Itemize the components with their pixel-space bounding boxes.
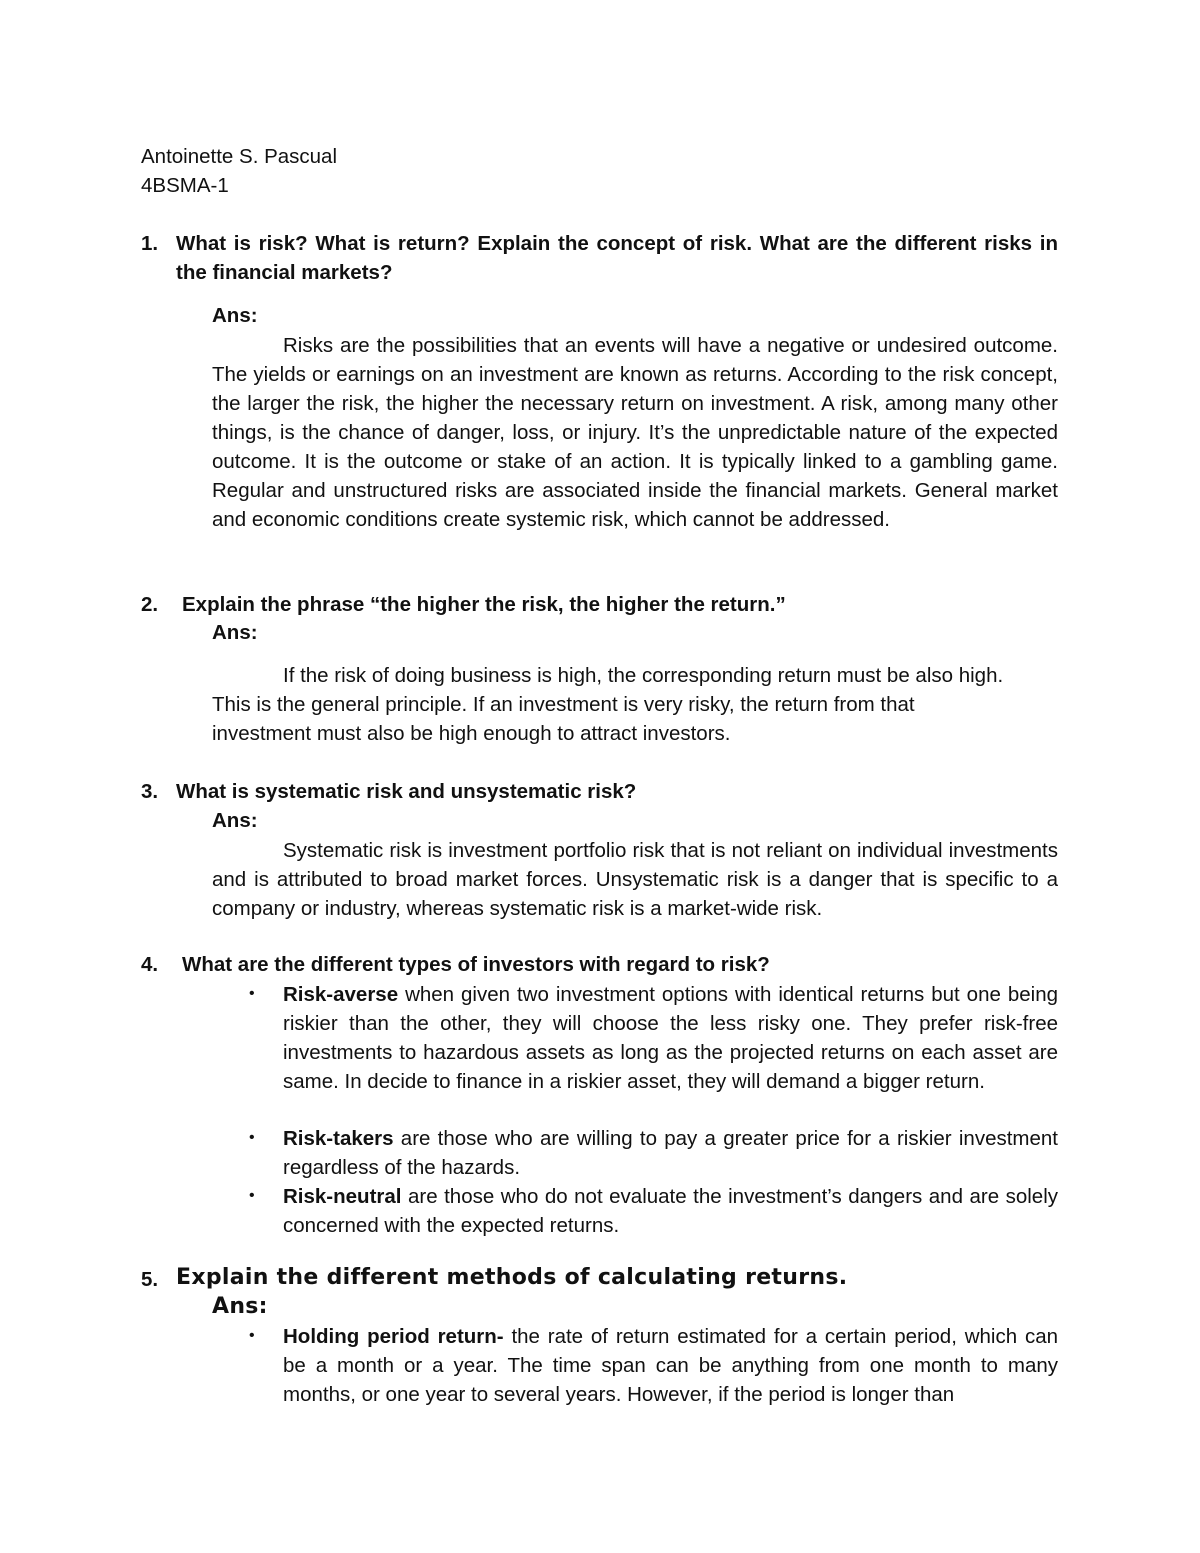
bullet-icon: •	[249, 1187, 255, 1204]
bullet-icon: •	[249, 985, 255, 1002]
question-1-line-1: What is risk? What is return? Explain the concept of risk. What are the different risks in	[176, 232, 1058, 255]
question-number: 4.	[141, 953, 159, 976]
investor-type-description: are those who do not evaluate the investment’s dangers and are solely concerned with the expected returns.	[283, 1185, 1058, 1237]
answer-1-text: Risks are the possibilities that an events will have a negative or undesired outcome. The yields or earnings on an investment are known as returns. According to the risk concept, the larger the risk, the higher the necessary return on investment. A risk, among many other things, is the chance of danger, loss, or injury. It’s the unpredictable nature of the expected outcome. It is the outcome or stake of an action. It is typically linked to a gambling game. Regular and unstructured risks are associated inside the financial markets. General market and economic conditions create systemic risk, which cannot be addressed.	[212, 334, 1058, 531]
investor-type-description: are those who are willing to pay a greater price for a riskier investment regardless of the hazards.	[283, 1127, 1058, 1179]
investor-type-description: when given two investment options with identical returns but one being riskier than the other, they will choose the less risky one. They prefer risk-free investments to hazardous assets as long as the projected returns on each asset are same. In decide to finance in a riskier asset, they will demand a bigger return.	[283, 983, 1058, 1093]
author-name: Antoinette S. Pascual	[141, 145, 338, 168]
investor-type-item	[283, 980, 1058, 1096]
question-number: 5.	[141, 1268, 159, 1291]
question-4-text: What are the different types of investors with regard to risk?	[182, 953, 770, 976]
answer-2-line-3: investment must also be high enough to attract investors.	[212, 722, 731, 745]
answer-label: Ans:	[212, 621, 258, 644]
investor-type-item	[283, 1124, 1058, 1182]
return-method-item	[283, 1322, 1058, 1409]
investor-type-term: Risk-neutral	[283, 1185, 402, 1208]
bullet-icon: •	[249, 1129, 255, 1146]
question-number: 1.	[141, 232, 159, 255]
return-method-description: the rate of return estimated for a certain period, which can be a month or a year. The time span can be anything from one month to many months, or one year to several years. However, if the period is longer than	[283, 1325, 1058, 1406]
question-number: 3.	[141, 780, 159, 803]
return-method-term: Holding period return-	[283, 1325, 504, 1348]
answer-2-line-2: This is the general principle. If an investment is very risky, the return from that	[212, 693, 915, 716]
bullet-icon: •	[249, 1327, 255, 1344]
answer-2-line-1: If the risk of doing business is high, the corresponding return must be also high.	[283, 664, 1004, 687]
question-number: 2.	[141, 593, 159, 616]
investor-type-term: Risk-averse	[283, 983, 399, 1006]
investor-type-item	[283, 1182, 1058, 1240]
answer-3-text: Systematic risk is investment portfolio risk that is not reliant on individual investments and is attributed to broad market forces. Unsystematic risk is a danger that is specific to a company or industry, whereas systematic risk is a market-wide risk.	[212, 839, 1058, 920]
section-code: 4BSMA-1	[141, 174, 229, 197]
question-3-text: What is systematic risk and unsystematic risk?	[176, 780, 637, 803]
question-1-line-2: the financial markets?	[176, 261, 393, 284]
question-5-text: Explain the different methods of calculating returns.	[176, 1265, 848, 1290]
answer-label: Ans:	[212, 809, 258, 832]
question-2-text: Explain the phrase “the higher the risk, the higher the return.”	[182, 593, 786, 616]
answer-label: Ans:	[212, 1294, 268, 1319]
investor-type-term: Risk-takers	[283, 1127, 394, 1150]
answer-label: Ans:	[212, 304, 258, 327]
